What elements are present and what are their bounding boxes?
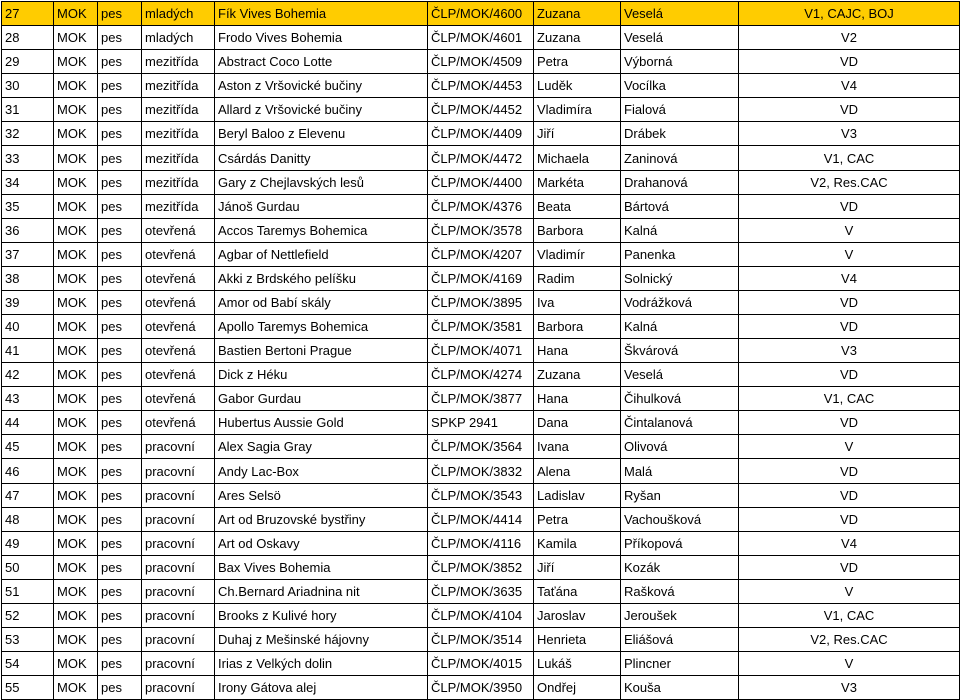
cell-species: pes [98,266,142,290]
cell-club: MOK [54,531,98,555]
cell-owner-first-name: Vladimíra [534,98,621,122]
table-row [2,652,960,676]
cell-class: otevřená [142,339,215,363]
cell-result: VD [739,507,960,531]
table-row [2,459,960,483]
cell-species: pes [98,652,142,676]
cell-number: 36 [2,218,54,242]
cell-species: pes [98,315,142,339]
table-row [2,555,960,579]
cell-number: 47 [2,483,54,507]
cell-dog-name: Gabor Gurdau [215,387,428,411]
cell-dog-name: Irias z Velkých dolin [215,652,428,676]
table-row [2,290,960,314]
cell-club: MOK [54,266,98,290]
cell-number: 51 [2,579,54,603]
cell-club: MOK [54,579,98,603]
cell-club: MOK [54,50,98,74]
cell-owner-first-name: Barbora [534,218,621,242]
cell-owner-last-name: Kouša [621,676,739,700]
cell-registration: ČLP/MOK/4376 [428,194,534,218]
cell-owner-first-name: Barbora [534,315,621,339]
cell-club: MOK [54,218,98,242]
cell-owner-first-name: Radim [534,266,621,290]
cell-result: V [739,435,960,459]
cell-class: mladých [142,2,215,26]
cell-registration: ČLP/MOK/4453 [428,74,534,98]
cell-registration: ČLP/MOK/4274 [428,363,534,387]
cell-species: pes [98,26,142,50]
cell-dog-name: Aston z Vršovické bučiny [215,74,428,98]
cell-number: 35 [2,194,54,218]
cell-class: mezitřída [142,170,215,194]
cell-club: MOK [54,122,98,146]
cell-owner-first-name: Taťána [534,579,621,603]
cell-owner-first-name: Henrieta [534,628,621,652]
cell-dog-name: Brooks z Kulivé hory [215,603,428,627]
table-body [2,2,960,700]
cell-owner-last-name: Výborná [621,50,739,74]
cell-owner-first-name: Beata [534,194,621,218]
cell-owner-first-name: Hana [534,387,621,411]
cell-registration: ČLP/MOK/4207 [428,242,534,266]
cell-number: 39 [2,290,54,314]
cell-registration: ČLP/MOK/4414 [428,507,534,531]
cell-registration: ČLP/MOK/4472 [428,146,534,170]
cell-club: MOK [54,2,98,26]
cell-club: MOK [54,363,98,387]
cell-number: 54 [2,652,54,676]
cell-result: VD [739,459,960,483]
cell-species: pes [98,555,142,579]
table-row [2,411,960,435]
cell-dog-name: Gary z Chejlavských lesů [215,170,428,194]
table-row [2,242,960,266]
cell-owner-first-name: Ondřej [534,676,621,700]
cell-result: VD [739,98,960,122]
cell-owner-last-name: Čintalanová [621,411,739,435]
cell-species: pes [98,459,142,483]
cell-species: pes [98,194,142,218]
cell-result: V3 [739,676,960,700]
cell-dog-name: Art od Oskavy [215,531,428,555]
cell-result: V4 [739,266,960,290]
cell-species: pes [98,146,142,170]
cell-registration: ČLP/MOK/3852 [428,555,534,579]
cell-club: MOK [54,26,98,50]
cell-owner-first-name: Lukáš [534,652,621,676]
cell-class: otevřená [142,411,215,435]
cell-owner-first-name: Jiří [534,555,621,579]
cell-club: MOK [54,194,98,218]
cell-owner-last-name: Rašková [621,579,739,603]
table-row [2,363,960,387]
cell-number: 40 [2,315,54,339]
cell-species: pes [98,170,142,194]
cell-owner-first-name: Zuzana [534,26,621,50]
cell-registration: ČLP/MOK/3895 [428,290,534,314]
cell-number: 55 [2,676,54,700]
cell-owner-last-name: Vachoušková [621,507,739,531]
cell-club: MOK [54,603,98,627]
cell-dog-name: Frodo Vives Bohemia [215,26,428,50]
table-row [2,2,960,26]
cell-dog-name: Abstract Coco Lotte [215,50,428,74]
cell-class: otevřená [142,290,215,314]
cell-registration: ČLP/MOK/3564 [428,435,534,459]
cell-number: 29 [2,50,54,74]
cell-class: mezitřída [142,194,215,218]
cell-owner-last-name: Bártová [621,194,739,218]
cell-registration: ČLP/MOK/4601 [428,26,534,50]
cell-registration: ČLP/MOK/3578 [428,218,534,242]
cell-result: V1, CAC [739,387,960,411]
cell-owner-first-name: Jiří [534,122,621,146]
cell-number: 46 [2,459,54,483]
cell-result: V4 [739,74,960,98]
cell-class: otevřená [142,218,215,242]
cell-class: otevřená [142,242,215,266]
cell-registration: ČLP/MOK/3950 [428,676,534,700]
table-row [2,387,960,411]
cell-dog-name: Allard z Vršovické bučiny [215,98,428,122]
cell-species: pes [98,676,142,700]
table-row [2,170,960,194]
cell-result: V [739,218,960,242]
cell-species: pes [98,290,142,314]
cell-number: 38 [2,266,54,290]
cell-dog-name: Art od Bruzovské bystřiny [215,507,428,531]
cell-result: VD [739,194,960,218]
results-table [1,1,960,700]
cell-owner-last-name: Solnický [621,266,739,290]
table-row [2,579,960,603]
cell-owner-last-name: Škvárová [621,339,739,363]
cell-species: pes [98,411,142,435]
cell-owner-last-name: Čihulková [621,387,739,411]
table-row [2,74,960,98]
cell-number: 52 [2,603,54,627]
cell-club: MOK [54,555,98,579]
cell-registration: SPKP 2941 [428,411,534,435]
cell-registration: ČLP/MOK/4015 [428,652,534,676]
cell-dog-name: Akki z Brdského pelíšku [215,266,428,290]
cell-owner-last-name: Drábek [621,122,739,146]
cell-registration: ČLP/MOK/4509 [428,50,534,74]
cell-owner-last-name: Drahanová [621,170,739,194]
cell-owner-last-name: Olivová [621,435,739,459]
cell-registration: ČLP/MOK/3581 [428,315,534,339]
cell-dog-name: Beryl Baloo z Elevenu [215,122,428,146]
table-row [2,122,960,146]
cell-class: otevřená [142,315,215,339]
cell-species: pes [98,74,142,98]
cell-result: VD [739,483,960,507]
cell-dog-name: Bastien Bertoni Prague [215,339,428,363]
cell-dog-name: Csárdás Danitty [215,146,428,170]
cell-number: 28 [2,26,54,50]
cell-registration: ČLP/MOK/4169 [428,266,534,290]
cell-class: pracovní [142,676,215,700]
table-row [2,98,960,122]
cell-dog-name: Amor od Babí skály [215,290,428,314]
cell-dog-name: Ch.Bernard Ariadnina nit [215,579,428,603]
cell-class: pracovní [142,628,215,652]
cell-species: pes [98,387,142,411]
cell-class: mezitřída [142,50,215,74]
cell-owner-last-name: Veselá [621,363,739,387]
table-row [2,435,960,459]
cell-species: pes [98,628,142,652]
cell-dog-name: Andy Lac-Box [215,459,428,483]
cell-dog-name: Bax Vives Bohemia [215,555,428,579]
cell-club: MOK [54,411,98,435]
cell-dog-name: Fík Vives Bohemia [215,2,428,26]
cell-owner-first-name: Alena [534,459,621,483]
table-row [2,50,960,74]
cell-dog-name: Apollo Taremys Bohemica [215,315,428,339]
cell-class: pracovní [142,435,215,459]
cell-club: MOK [54,146,98,170]
cell-registration: ČLP/MOK/4409 [428,122,534,146]
cell-owner-first-name: Petra [534,50,621,74]
table-row [2,628,960,652]
table-row [2,676,960,700]
cell-number: 43 [2,387,54,411]
cell-result: VD [739,315,960,339]
cell-number: 34 [2,170,54,194]
cell-owner-first-name: Iva [534,290,621,314]
cell-result: V [739,652,960,676]
cell-class: pracovní [142,483,215,507]
table-row [2,26,960,50]
cell-number: 53 [2,628,54,652]
cell-club: MOK [54,315,98,339]
cell-owner-first-name: Markéta [534,170,621,194]
cell-owner-first-name: Petra [534,507,621,531]
cell-species: pes [98,531,142,555]
cell-number: 49 [2,531,54,555]
cell-owner-first-name: Hana [534,339,621,363]
cell-number: 37 [2,242,54,266]
cell-class: pracovní [142,603,215,627]
cell-club: MOK [54,652,98,676]
cell-species: pes [98,507,142,531]
cell-dog-name: Dick z Héku [215,363,428,387]
cell-dog-name: Ares Selsö [215,483,428,507]
cell-species: pes [98,218,142,242]
cell-owner-last-name: Eliášová [621,628,739,652]
cell-owner-last-name: Vocílka [621,74,739,98]
cell-owner-last-name: Ryšan [621,483,739,507]
cell-number: 48 [2,507,54,531]
cell-registration: ČLP/MOK/4452 [428,98,534,122]
cell-number: 27 [2,2,54,26]
cell-dog-name: Alex Sagia Gray [215,435,428,459]
cell-club: MOK [54,339,98,363]
cell-registration: ČLP/MOK/4116 [428,531,534,555]
cell-class: otevřená [142,387,215,411]
cell-registration: ČLP/MOK/3877 [428,387,534,411]
cell-registration: ČLP/MOK/4104 [428,603,534,627]
cell-club: MOK [54,435,98,459]
table-row [2,507,960,531]
cell-owner-last-name: Veselá [621,2,739,26]
cell-result: VD [739,363,960,387]
cell-owner-last-name: Vodrážková [621,290,739,314]
cell-species: pes [98,579,142,603]
cell-club: MOK [54,483,98,507]
cell-club: MOK [54,676,98,700]
cell-owner-last-name: Veselá [621,26,739,50]
cell-owner-first-name: Ladislav [534,483,621,507]
cell-class: pracovní [142,507,215,531]
cell-dog-name: Jánoš Gurdau [215,194,428,218]
cell-species: pes [98,603,142,627]
table-row [2,218,960,242]
table-row [2,315,960,339]
cell-class: otevřená [142,266,215,290]
cell-class: pracovní [142,555,215,579]
cell-owner-first-name: Zuzana [534,363,621,387]
cell-club: MOK [54,74,98,98]
cell-class: mezitřída [142,146,215,170]
cell-dog-name: Accos Taremys Bohemica [215,218,428,242]
cell-club: MOK [54,507,98,531]
cell-owner-last-name: Kozák [621,555,739,579]
cell-owner-first-name: Vladimír [534,242,621,266]
cell-result: V [739,242,960,266]
cell-result: V2 [739,26,960,50]
cell-species: pes [98,2,142,26]
cell-number: 32 [2,122,54,146]
cell-owner-first-name: Zuzana [534,2,621,26]
table-row [2,194,960,218]
cell-owner-last-name: Malá [621,459,739,483]
cell-number: 44 [2,411,54,435]
cell-dog-name: Duhaj z Mešinské hájovny [215,628,428,652]
cell-class: mezitřída [142,122,215,146]
cell-club: MOK [54,170,98,194]
cell-result: VD [739,555,960,579]
cell-registration: ČLP/MOK/3543 [428,483,534,507]
cell-owner-last-name: Fialová [621,98,739,122]
cell-species: pes [98,122,142,146]
cell-club: MOK [54,459,98,483]
table-row [2,483,960,507]
cell-result: V1, CAJC, BOJ [739,2,960,26]
cell-dog-name: Agbar of Nettlefield [215,242,428,266]
cell-dog-name: Irony Gátova alej [215,676,428,700]
cell-dog-name: Hubertus Aussie Gold [215,411,428,435]
cell-result: VD [739,411,960,435]
cell-owner-last-name: Panenka [621,242,739,266]
cell-owner-last-name: Příkopová [621,531,739,555]
cell-species: pes [98,50,142,74]
table-row [2,339,960,363]
cell-species: pes [98,363,142,387]
cell-registration: ČLP/MOK/4071 [428,339,534,363]
cell-owner-last-name: Kalná [621,218,739,242]
cell-class: pracovní [142,459,215,483]
cell-registration: ČLP/MOK/3635 [428,579,534,603]
cell-class: pracovní [142,531,215,555]
cell-class: otevřená [142,363,215,387]
cell-club: MOK [54,98,98,122]
cell-registration: ČLP/MOK/3514 [428,628,534,652]
cell-result: VD [739,290,960,314]
cell-result: V [739,579,960,603]
cell-species: pes [98,339,142,363]
cell-result: V3 [739,339,960,363]
cell-number: 45 [2,435,54,459]
cell-club: MOK [54,242,98,266]
cell-registration: ČLP/MOK/4600 [428,2,534,26]
cell-species: pes [98,242,142,266]
cell-class: mezitřída [142,98,215,122]
cell-result: V4 [739,531,960,555]
cell-result: VD [739,50,960,74]
cell-result: V3 [739,122,960,146]
cell-class: pracovní [142,652,215,676]
cell-number: 31 [2,98,54,122]
cell-club: MOK [54,290,98,314]
cell-result: V1, CAC [739,146,960,170]
cell-owner-first-name: Ivana [534,435,621,459]
cell-owner-first-name: Michaela [534,146,621,170]
cell-owner-first-name: Dana [534,411,621,435]
table-row [2,266,960,290]
cell-number: 41 [2,339,54,363]
table-row [2,531,960,555]
table-row [2,603,960,627]
cell-club: MOK [54,387,98,411]
cell-result: V2, Res.CAC [739,628,960,652]
cell-number: 50 [2,555,54,579]
cell-club: MOK [54,628,98,652]
cell-owner-last-name: Plincner [621,652,739,676]
cell-class: pracovní [142,579,215,603]
table-row [2,146,960,170]
cell-class: mladých [142,26,215,50]
cell-number: 42 [2,363,54,387]
cell-species: pes [98,435,142,459]
cell-registration: ČLP/MOK/4400 [428,170,534,194]
cell-owner-last-name: Kalná [621,315,739,339]
cell-owner-last-name: Jeroušek [621,603,739,627]
cell-species: pes [98,98,142,122]
cell-owner-first-name: Luděk [534,74,621,98]
cell-species: pes [98,483,142,507]
cell-result: V1, CAC [739,603,960,627]
cell-number: 30 [2,74,54,98]
cell-result: V2, Res.CAC [739,170,960,194]
cell-owner-last-name: Zaninová [621,146,739,170]
cell-registration: ČLP/MOK/3832 [428,459,534,483]
cell-class: mezitřída [142,74,215,98]
cell-owner-first-name: Kamila [534,531,621,555]
cell-number: 33 [2,146,54,170]
cell-owner-first-name: Jaroslav [534,603,621,627]
